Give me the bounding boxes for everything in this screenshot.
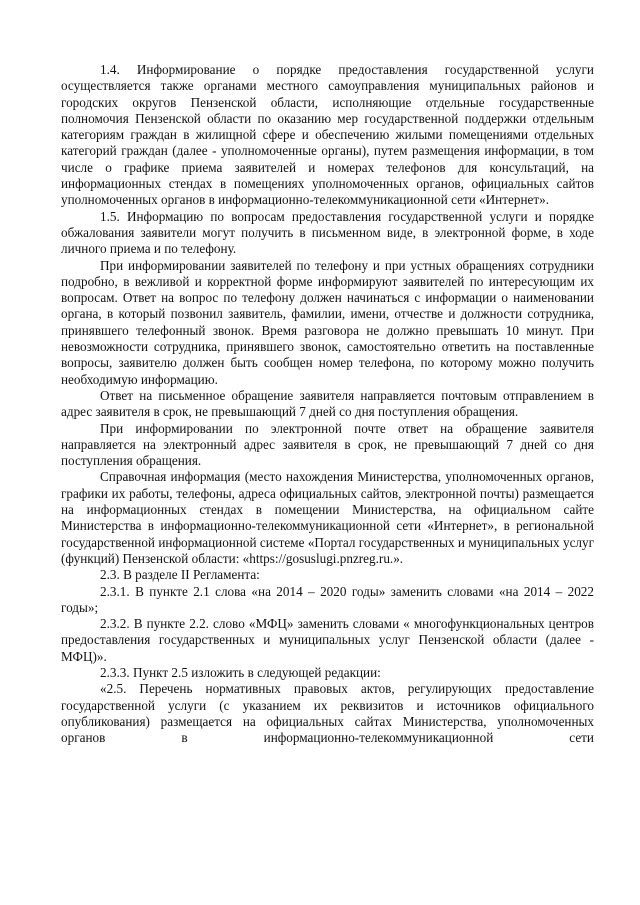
paragraph-1-4: 1.4. Информирование о порядке предоставления государственной услуги осуществляется также органами местного самоуправления муниципальных районов и городских округов Пензенской области, исполняющие отдельные государственные полномочия Пензенской области по оказанию мер государственной поддержки отдельным категориям граждан в жилищной сфере и обеспечению жилыми помещениями отдельных категорий граждан (далее - уполномоченные органы), путем размещения информации, в том числе о графике приема заявителей и номерах телефонов для консультаций, на информационных стендах в помещениях уполномоченных органов, официальных сайтов уполномоченных органов в информационно-телекоммуникационной сети «Интернет». <box>61 62 594 208</box>
paragraph-2-3-1: 2.3.1. В пункте 2.1 слова «на 2014 – 2020 годы» заменить словами «на 2014 – 2022 годы»; <box>61 583 594 615</box>
paragraph-phone-info: При информировании заявителей по телефону и при устных обращениях сотрудники подробно, в вежливой и корректной форме информируют заявителей по интересующим их вопросам. Ответ на вопрос по телефону должен начинаться с информации о наименовании органа, в который позвонил заявитель, фамилии, имени, отчестве и должности сотрудника, принявшего телефонный звонок. Время разговора не должно превышать 10 минут. При невозможности сотрудника, принявшего звонок, самостоятельно ответить на поставленные вопросы, заявителю должен быть сообщен номер телефона, по которому можно получить необходимую информацию. <box>61 257 594 387</box>
document-page <box>61 62 594 746</box>
paragraph-reference-info: Справочная информация (место нахождения Министерства, уполномоченных органов, графики их работы, телефоны, адреса официальных сайтов, электронной почты) размещается на информационных стендах в помещении Министерства, на официальном сайте Министерства в информационно-телекоммуникационной сети «Интернет», в региональной государственной информационной системе «Портал государственных и муниципальных услуг (функций) Пензенской области: «https://gosuslugi.pnzreg.ru.». <box>61 469 594 566</box>
paragraph-2-3-3: 2.3.3. Пункт 2.5 изложить в следующей редакции: <box>100 664 381 680</box>
paragraph-2-3-2: 2.3.2. В пункте 2.2. слово «МФЦ» заменить словами « многофункциональных центров предоставления государственных и муниципальных услуг Пензенской области (далее - МФЦ)». <box>61 616 594 664</box>
paragraph-written-reply: Ответ на письменное обращение заявителя направляется почтовым отправлением в адрес заявителя в срок, не превышающий 7 дней со дня поступления обращения. <box>61 387 594 420</box>
paragraph-2-3: 2.3. В разделе II Регламента: <box>100 567 260 583</box>
paragraph-2-5-quote: «2.5. Перечень нормативных правовых актов, регулирующих предоставление государственной услуги (с указанием их реквизитов и источников официального опубликования) размещается на официальных сайтах Министерства, уполномоченных органов в информационно-телекоммуникационной сети <box>61 681 594 746</box>
paragraph-1-5: 1.5. Информацию по вопросам предоставления государственной услуги и порядке обжалования заявители могут получить в письменном виде, в электронной форме, в ходе личного приема и по телефону. <box>61 208 594 257</box>
paragraph-email-reply: При информировании по электронной почте ответ на обращение заявителя направляется на электронный адрес заявителя в срок, не превышающий 7 дней со дня поступления обращения. <box>61 420 594 469</box>
